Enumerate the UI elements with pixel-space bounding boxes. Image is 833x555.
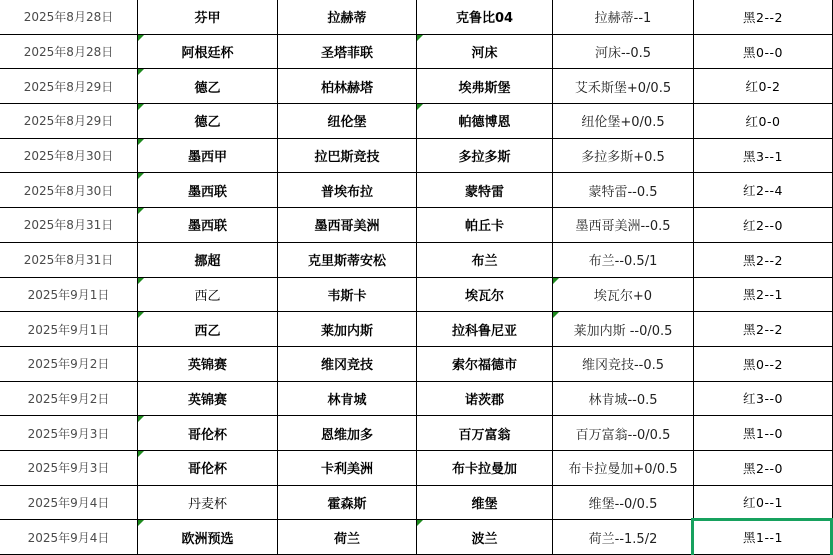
home-text: 林肯城 [327,392,367,408]
cell-date[interactable] [0,208,138,243]
cell-date[interactable] [0,278,138,313]
league-text: 德乙 [194,80,221,96]
date-text: 2025年8月31日 [23,253,114,268]
cell-home[interactable] [278,312,417,347]
cell-league[interactable] [138,382,278,417]
cell-result[interactable] [694,139,833,174]
away-text: 布兰 [471,254,498,270]
cell-home[interactable] [278,0,417,35]
cell-result[interactable] [694,312,833,347]
home-text: 霍森斯 [327,496,367,512]
cell-league[interactable] [138,243,278,278]
home-text: 维冈竞技 [320,358,373,374]
handicap-text: 艾禾斯堡+0/0.5 [574,80,672,96]
date-text: 2025年9月1日 [27,322,110,337]
cell-date[interactable] [0,104,138,139]
away-text: 帕德博恩 [458,115,511,131]
note-triangle-icon [417,104,423,110]
note-triangle-icon [553,312,559,318]
home-text: 纽伦堡 [327,115,367,131]
league-text: 阿根廷杯 [181,46,234,62]
cell-handicap[interactable] [553,69,694,104]
home-text: 拉赫蒂 [327,11,367,27]
cell-handicap[interactable] [553,139,694,174]
result-text: 黑0--0 [743,44,783,60]
result-text: 红0--1 [743,495,783,511]
cell-home[interactable] [278,243,417,278]
cell-league[interactable] [138,208,278,243]
date-text: 2025年9月1日 [27,287,110,302]
cell-result[interactable] [694,520,833,555]
cell-home[interactable] [278,278,417,313]
handicap-text: 布卡拉曼加+0/0.5 [568,462,678,478]
cell-away[interactable] [417,104,553,139]
league-text: 西乙 [194,323,221,339]
league-text: 挪超 [194,254,221,270]
cell-league[interactable] [138,312,278,347]
result-text: 红0-0 [745,113,781,129]
cell-handicap[interactable] [553,451,694,486]
cell-league[interactable] [138,520,278,555]
handicap-text: 拉赫蒂--1 [594,11,652,27]
cell-away[interactable] [417,451,553,486]
away-text: 维堡 [471,496,498,512]
home-text: 韦斯卡 [327,288,367,304]
cell-away[interactable] [417,173,553,208]
result-text: 红2--4 [743,183,783,199]
away-text: 帕丘卡 [464,219,504,235]
cell-result[interactable] [694,173,833,208]
cell-handicap[interactable] [553,278,694,313]
cell-date[interactable] [0,416,138,451]
cell-date[interactable] [0,173,138,208]
handicap-text: 林肯城--0.5 [588,392,658,408]
cell-result[interactable] [694,104,833,139]
cell-handicap[interactable] [553,312,694,347]
cell-home[interactable] [278,347,417,382]
cell-result[interactable] [694,382,833,417]
cell-away[interactable] [417,278,553,313]
result-text: 黑1--0 [743,426,783,442]
away-text: 波兰 [471,531,498,547]
result-text: 红3--0 [743,391,783,407]
handicap-text: 多拉多斯+0.5 [581,150,665,166]
cell-away[interactable] [417,416,553,451]
handicap-text: 纽伦堡+0/0.5 [581,115,665,131]
cell-home[interactable] [278,451,417,486]
handicap-text: 维堡--0/0.5 [588,496,658,512]
league-text: 哥伦杯 [187,427,227,443]
league-text: 芬甲 [194,11,221,27]
date-text: 2025年8月28日 [23,10,114,25]
away-text: 诺茨郡 [464,392,504,408]
cell-away[interactable] [417,69,553,104]
cell-away[interactable] [417,382,553,417]
date-text: 2025年8月30日 [23,183,114,198]
cell-handicap[interactable] [553,382,694,417]
handicap-text: 墨西哥美洲--0.5 [575,219,671,235]
cell-league[interactable] [138,416,278,451]
cell-home[interactable] [278,139,417,174]
away-text: 拉科鲁尼亚 [451,323,517,339]
result-text: 黑2--1 [743,287,783,303]
handicap-text: 埃瓦尔+0 [593,288,653,304]
note-triangle-icon [138,173,144,179]
cell-result[interactable] [694,208,833,243]
league-text: 墨西联 [187,184,227,200]
date-text: 2025年9月3日 [27,461,110,476]
cell-date[interactable] [0,243,138,278]
cell-league[interactable] [138,69,278,104]
away-text: 埃弗斯堡 [458,80,511,96]
cell-date[interactable] [0,69,138,104]
cell-away[interactable] [417,0,553,35]
result-text: 黑2--0 [743,460,783,476]
league-text: 墨西甲 [187,150,227,166]
result-text: 黑2--2 [743,252,783,268]
cell-date[interactable] [0,451,138,486]
cell-league[interactable] [138,139,278,174]
home-text: 卡利美洲 [320,462,373,478]
cell-date[interactable] [0,520,138,555]
home-text: 普埃布拉 [320,184,373,200]
note-triangle-icon [138,139,144,145]
result-text: 黑0--2 [743,356,783,372]
date-text: 2025年8月31日 [23,218,114,233]
away-text: 布卡拉曼加 [451,462,517,478]
cell-handicap[interactable] [553,416,694,451]
cell-away[interactable] [417,139,553,174]
cell-league[interactable] [138,104,278,139]
note-triangle-icon [138,208,144,214]
cell-date[interactable] [0,347,138,382]
cell-home[interactable] [278,382,417,417]
cell-result[interactable] [694,35,833,70]
league-text: 西乙 [194,288,221,304]
result-text: 黑2--2 [743,9,783,25]
handicap-text: 蒙特雷--0.5 [588,184,658,200]
cell-away[interactable] [417,347,553,382]
cell-home[interactable] [278,173,417,208]
cell-date[interactable] [0,139,138,174]
cell-date[interactable] [0,35,138,70]
home-text: 克里斯蒂安松 [307,254,386,270]
cell-handicap[interactable] [553,104,694,139]
cell-league[interactable] [138,0,278,35]
home-text: 恩维加多 [320,427,373,443]
cell-handicap[interactable] [553,0,694,35]
league-text: 英锦赛 [187,392,227,408]
handicap-text: 莱加内斯 --0/0.5 [573,323,673,339]
date-text: 2025年9月4日 [27,495,110,510]
cell-handicap[interactable] [553,486,694,521]
cell-result[interactable] [694,278,833,313]
cell-league[interactable] [138,278,278,313]
date-text: 2025年9月4日 [27,530,110,545]
note-triangle-icon [138,416,144,422]
date-text: 2025年9月2日 [27,391,110,406]
league-text: 德乙 [194,115,221,131]
handicap-text: 维冈竞技--0.5 [581,358,665,374]
away-text: 蒙特雷 [464,184,504,200]
cell-league[interactable] [138,35,278,70]
cell-home[interactable] [278,416,417,451]
home-text: 墨西哥美洲 [314,219,380,235]
home-text: 圣塔菲联 [320,46,373,62]
league-text: 墨西联 [187,219,227,235]
cell-date[interactable] [0,0,138,35]
result-text: 黑1--1 [743,530,783,546]
cell-away[interactable] [417,486,553,521]
note-triangle-icon [138,104,144,110]
away-text: 克鲁比04 [455,11,514,27]
away-text: 多拉多斯 [458,150,511,166]
cell-result[interactable] [694,243,833,278]
cell-handicap[interactable] [553,173,694,208]
away-text: 埃瓦尔 [464,288,504,304]
cell-result[interactable] [694,0,833,35]
away-text: 索尔福德市 [451,358,517,374]
cell-league[interactable] [138,347,278,382]
note-triangle-icon [417,35,423,41]
away-text: 河床 [471,46,498,62]
home-text: 柏林赫塔 [320,80,373,96]
cell-result[interactable] [694,69,833,104]
cell-away[interactable] [417,243,553,278]
date-text: 2025年9月2日 [27,357,110,372]
cell-home[interactable] [278,69,417,104]
date-text: 2025年8月30日 [23,149,114,164]
league-text: 欧洲预选 [181,531,234,547]
note-triangle-icon [138,278,144,284]
cell-home[interactable] [278,208,417,243]
cell-date[interactable] [0,486,138,521]
cell-home[interactable] [278,104,417,139]
date-text: 2025年9月3日 [27,426,110,441]
note-triangle-icon [138,312,144,318]
cell-home[interactable] [278,35,417,70]
date-text: 2025年8月29日 [23,114,114,129]
result-text: 黑3--1 [743,148,783,164]
note-triangle-icon [138,451,144,457]
handicap-text: 河床--0.5 [594,46,652,62]
cell-handicap[interactable] [553,520,694,555]
league-text: 英锦赛 [187,358,227,374]
note-triangle-icon [417,520,423,526]
cell-away[interactable] [417,312,553,347]
cell-result[interactable] [694,347,833,382]
cell-away[interactable] [417,35,553,70]
cell-away[interactable] [417,208,553,243]
result-text: 红0-2 [745,79,781,95]
cell-handicap[interactable] [553,35,694,70]
league-text: 丹麦杯 [187,496,227,512]
home-text: 拉巴斯竞技 [314,150,380,166]
away-text: 百万富翁 [458,427,511,443]
handicap-text: 布兰--0.5/1 [588,254,658,270]
note-triangle-icon [138,520,144,526]
cell-handicap[interactable] [553,208,694,243]
home-text: 荷兰 [333,531,360,547]
date-text: 2025年8月29日 [23,79,114,94]
note-triangle-icon [138,35,144,41]
cell-date[interactable] [0,312,138,347]
cell-home[interactable] [278,486,417,521]
cell-league[interactable] [138,173,278,208]
cell-league[interactable] [138,451,278,486]
cell-handicap[interactable] [553,347,694,382]
cell-result[interactable] [694,486,833,521]
cell-home[interactable] [278,520,417,555]
cell-league[interactable] [138,486,278,521]
league-text: 哥伦杯 [187,462,227,478]
cell-away[interactable] [417,520,553,555]
cell-result[interactable] [694,416,833,451]
home-text: 莱加内斯 [320,323,373,339]
cell-handicap[interactable] [553,243,694,278]
handicap-text: 百万富翁--0/0.5 [575,427,671,443]
handicap-text: 荷兰--1.5/2 [588,531,658,547]
result-text: 红2--0 [743,217,783,233]
note-triangle-icon [553,278,559,284]
cell-date[interactable] [0,382,138,417]
cell-result[interactable] [694,451,833,486]
date-text: 2025年8月28日 [23,45,114,60]
note-triangle-icon [138,69,144,75]
result-text: 黑2--2 [743,322,783,338]
